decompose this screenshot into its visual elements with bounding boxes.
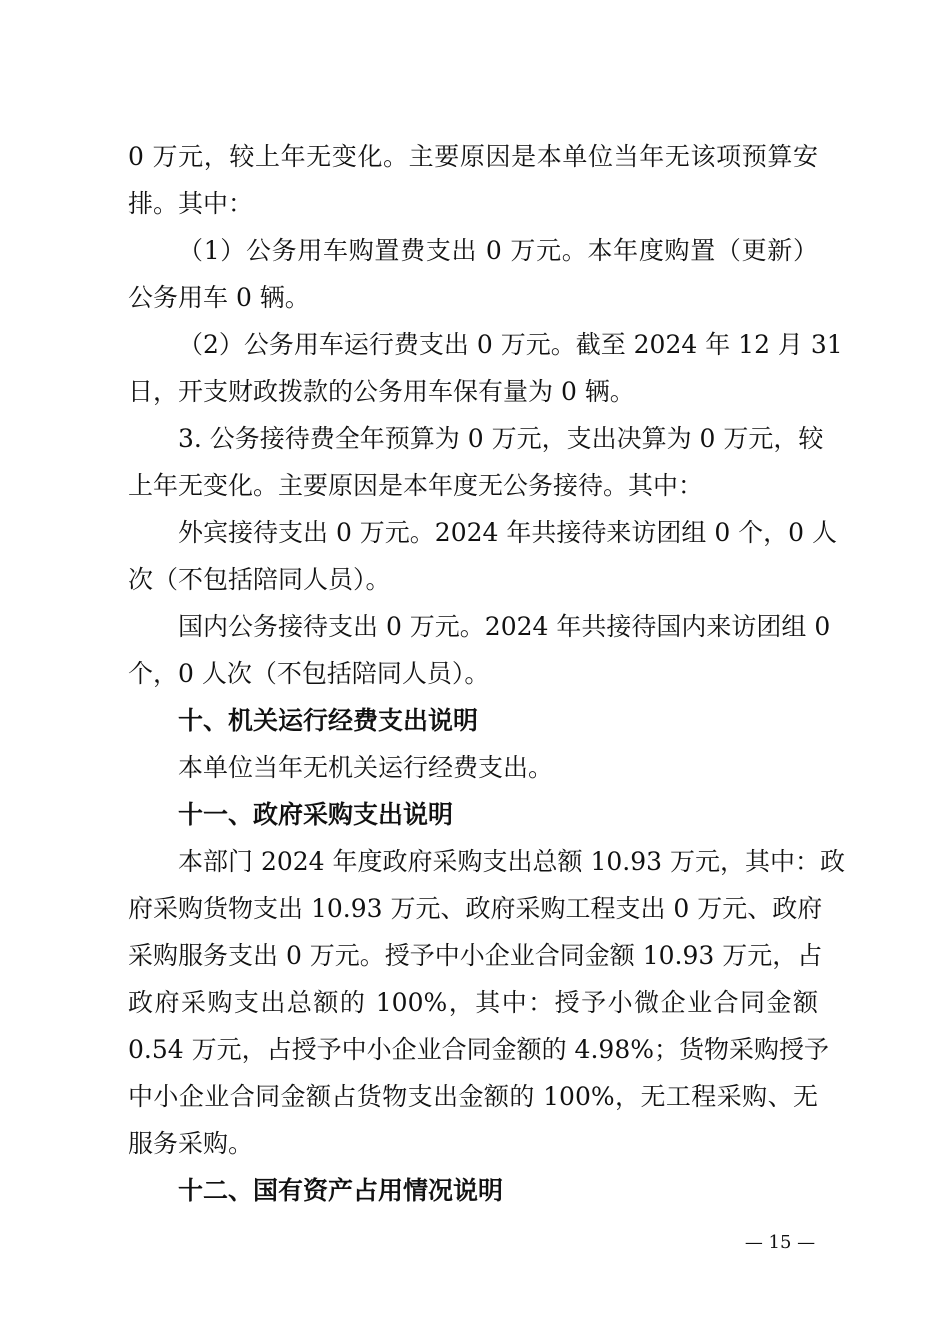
body-text-line: 本部门 2024 年度政府采购支出总额 10.93 万元，其中：政 [178,847,845,876]
body-text-line: （2）公务用车运行费支出 0 万元。截至 2024 年 12 月 31 [178,330,843,359]
body-text-line: 0.54 万元，占授予中小企业合同金额的 4.98%；货物采购授予 [128,1035,829,1064]
body-text-line: 公务用车 0 辆。 [128,283,310,312]
body-text-line: 政府采购支出总额的 100%，其中：授予小微企业合同金额 [128,988,818,1017]
body-text-line: 次（不包括陪同人员）。 [128,565,391,594]
body-text-line: 日，开支财政拨款的公务用车保有量为 0 辆。 [128,377,635,406]
body-text-line: 3. 公务接待费全年预算为 0 万元，支出决算为 0 万元，较 [178,424,824,453]
body-text-line: 采购服务支出 0 万元。授予中小企业合同金额 10.93 万元，占 [128,941,823,970]
body-text-line: （1）公务用车购置费支出 0 万元。本年度购置（更新） [178,236,818,265]
body-text-line: 服务采购。 [128,1129,254,1158]
body-text-line: 府采购货物支出 10.93 万元、政府采购工程支出 0 万元、政府 [128,894,823,923]
body-text-line: 0 万元，较上年无变化。主要原因是本单位当年无该项预算安 [128,142,818,171]
body-text-line: 上年无变化。主要原因是本年度无公务接待。其中： [128,471,704,500]
page-number: — 15 — [744,1232,816,1253]
section-heading: 十一、政府采购支出说明 [178,800,454,829]
body-text-line: 个，0 人次（不包括陪同人员）。 [128,659,490,688]
body-text-line: 国内公务接待支出 0 万元。2024 年共接待国内来访团组 0 [178,612,831,641]
body-text-line: 排。其中： [128,189,254,218]
section-heading: 十二、国有资产占用情况说明 [178,1176,504,1205]
body-text-line: 外宾接待支出 0 万元。2024 年共接待来访团组 0 个，0 人 [178,518,838,547]
body-text-line: 中小企业合同金额占货物支出金额的 100%，无工程采购、无 [128,1082,818,1111]
body-text-line: 本单位当年无机关运行经费支出。 [178,753,554,782]
section-heading: 十、机关运行经费支出说明 [178,706,479,735]
